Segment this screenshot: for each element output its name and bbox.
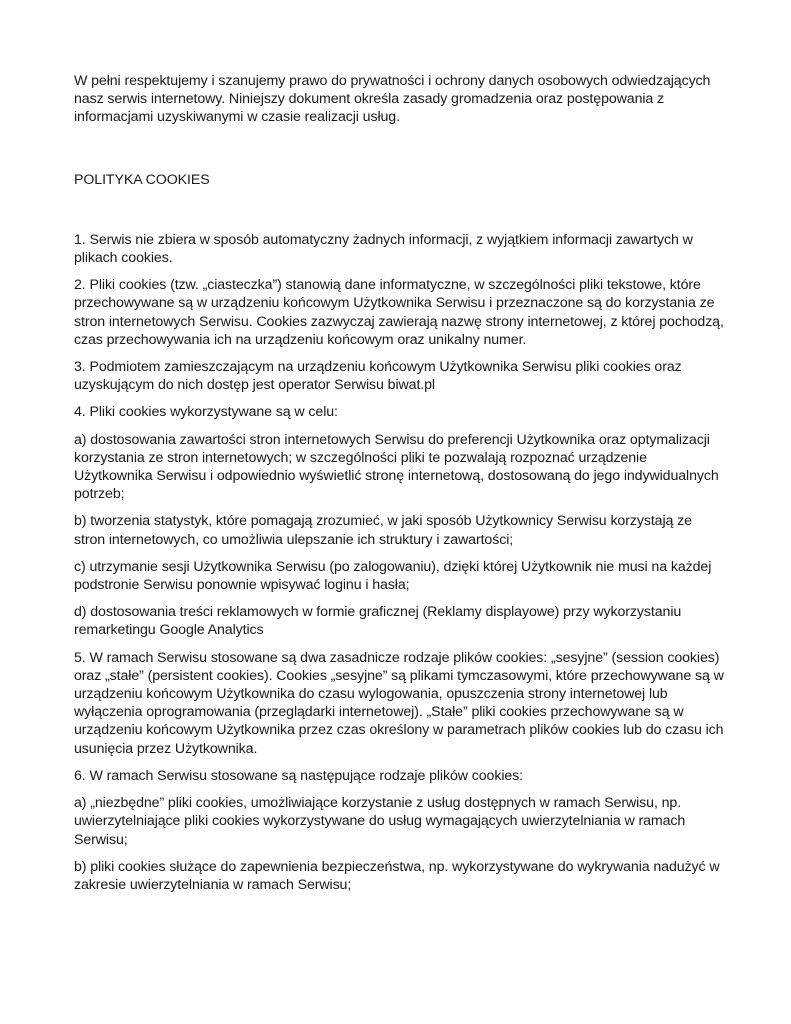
paragraph-6a: a) „niezbędne” pliki cookies, umożliwiające korzystanie z usług dostępnych w ramach Serwisu, np. uwierzytelniające pliki cookies wykorzystywane do usług wymagających uwierzytelniania w ramach Serwisu;	[74, 795, 686, 848]
paragraph-4d: d) dostosowania treści reklamowych w formie graficznej (Reklamy displayowe) przy wykorzystaniu remarketingu Google Analytics	[74, 604, 682, 639]
paragraph-1: 1. Serwis nie zbiera w sposób automatyczny żadnych informacji, z wyjątkiem informacji zawartych w plikach cookies.	[74, 231, 693, 267]
intro-paragraph: W pełni respektujemy i szanujemy prawo do prywatności i ochrony danych osobowych odwiedzających nasz serwis internetowy. Niniejszy dokument określa zasady gromadzenia oraz postępowania z informacjami uzyskiwanymi w czasie realizacji usług.	[74, 73, 711, 126]
paragraph-4a: a) dostosowania zawartości stron internetowych Serwisu do preferencji Użytkownika oraz optymalizacji korzystania ze stron internetowych; w szczególności pliki te pozwalają rozpoznać urządzenie Użytkownika Serwisu i odpowiednio wyświetlić stronę internetową, dostosowaną do jego indywidualnych potrzeb;	[74, 431, 719, 503]
paragraph-4c: c) utrzymanie sesji Użytkownika Serwisu (po zalogowaniu), dzięki której Użytkownik nie musi na każdej podstronie Serwisu ponownie wpisywać loginu i hasła;	[74, 558, 712, 594]
paragraph-2: 2. Pliki cookies (tzw. „ciasteczka”) stanowią dane informatyczne, w szczególności pliki tekstowe, które przechowywane są w urządzeniu końcowym Użytkownika Serwisu i przeznaczone są do korzystania ze stron internetowych Serwisu. Cookies zazwyczaj zawierają nazwę strony internetowej, z której pochodzą, czas przechowywania ich na urządzeniu końcowym oraz unikalny numer.	[74, 277, 724, 348]
document-page	[74, 72, 724, 903]
paragraph-6: 6. W ramach Serwisu stosowane są następujące rodzaje plików cookies:	[74, 767, 523, 784]
paragraph-5: 5. W ramach Serwisu stosowane są dwa zasadnicze rodzaje plików cookies: „sesyjne” (session cookies) oraz „stałe” (persistent cookies). Cookies „sesyjne” są plikami tymczasowymi, które przechowywane są w urządzeniu końcowym Użytkownika do czasu wylogowania, opuszczenia strony internetowej lub wyłączenia oprogramowania (przeglądarki internetowej). „Stałe” pliki cookies przechowywane są w urządzeniu końcowym Użytkownika przez czas określony w parametrach plików cookies lub do czasu ich usunięcia przez Użytkownika.	[74, 649, 724, 757]
paragraph-3: 3. Podmiotem zamieszczającym na urządzeniu końcowym Użytkownika Serwisu pliki cookies oraz uzyskującym do nich dostęp jest operator Serwisu biwat.pl	[74, 359, 682, 394]
paragraph-6b: b) pliki cookies służące do zapewnienia bezpieczeństwa, np. wykorzystywane do wykrywania nadużyć w zakresie uwierzytelniania w ramach Serwisu;	[74, 858, 720, 893]
paragraph-4b: b) tworzenia statystyk, które pomagają zrozumieć, w jaki sposób Użytkownicy Serwisu korzystają ze stron internetowych, co umożliwia ulepszanie ich struktury i zawartości;	[74, 513, 692, 548]
section-heading: POLITYKA COOKIES	[74, 171, 210, 188]
paragraph-4: 4. Pliki cookies wykorzystywane są w celu:	[74, 404, 338, 421]
